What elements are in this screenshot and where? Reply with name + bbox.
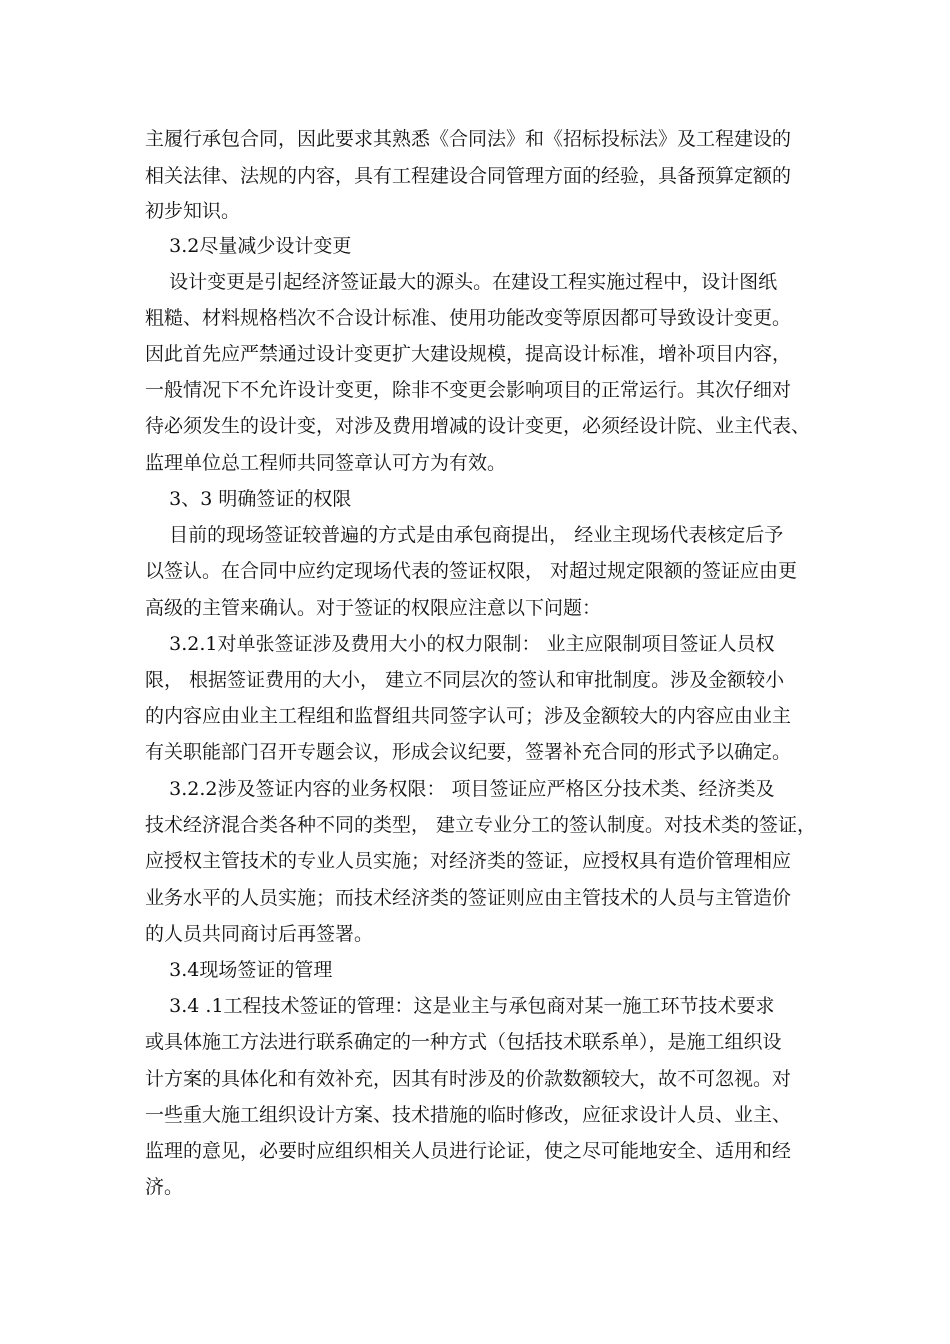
text-line: 相关法律、法规的内容，具有工程建设合同管理方面的经验，具备预算定额的 [145, 165, 792, 187]
text-line: 待必须发生的设计变，对涉及费用增减的设计变更，必须经设计院、业主代表、 [145, 415, 811, 437]
text-line: 业务水平的人员实施；而技术经济类的签证则应由主管技术的人员与主管造价 [145, 887, 792, 909]
text-line: 监理单位总工程师共同签章认可方为有效。 [145, 452, 507, 474]
text-line: 3.2.2涉及签证内容的业务权限： 项目签证应严格区分技术类、经济类及 [145, 778, 775, 800]
text-line: 粗糙、材料规格档次不合设计标准、使用功能改变等原因都可导致设计变更。 [145, 307, 792, 329]
text-line: 监理的意见，必要时应组织相关人员进行论证，使之尽可能地安全、适用和经 [145, 1140, 792, 1162]
section-heading: 3.2尽量减少设计变更 [145, 235, 352, 257]
text-line: 主履行承包合同，因此要求其熟悉《合同法》和《招标投标法》及工程建设的 [145, 128, 792, 150]
text-line: 3.4 .1工程技术签证的管理：这是业主与承包商对某一施工环节技术要求 [145, 995, 775, 1017]
section-heading: 3.4现场签证的管理 [145, 959, 333, 981]
text-line: 设计变更是引起经济签证最大的源头。在建设工程实施过程中，设计图纸 [145, 271, 778, 293]
text-line: 一般情况下不允许设计变更，除非不变更会影响项目的正常运行。其次仔细对 [145, 379, 792, 401]
text-line: 应授权主管技术的专业人员实施；对经济类的签证，应授权具有造价管理相应 [145, 850, 792, 872]
text-line: 有关职能部门召开专题会议，形成会议纪要，签署补充合同的形式予以确定。 [145, 741, 792, 763]
text-line: 的内容应由业主工程组和监督组共同签字认可；涉及金额较大的内容应由业主 [145, 705, 792, 727]
section-heading: 3、3 明确签证的权限 [145, 488, 352, 510]
text-line: 高级的主管来确认。对于签证的权限应注意以下问题： [145, 597, 602, 619]
text-line: 以签认。在合同中应约定现场代表的签证权限， 对超过规定限额的签证应由更 [145, 560, 798, 582]
text-line: 因此首先应严禁通过设计变更扩大建设规模，提高设计标准，增补项目内容， [145, 343, 792, 365]
text-line: 初步知识。 [145, 200, 241, 222]
text-line: 目前的现场签证较普遍的方式是由承包商提出， 经业主现场代表核定后予 [145, 524, 784, 546]
text-line: 一些重大施工组织设计方案、技术措施的临时修改，应征求设计人员、业主、 [145, 1104, 792, 1126]
text-line: 3.2.1对单张签证涉及费用大小的权力限制： 业主应限制项目签证人员权 [145, 633, 775, 655]
text-line: 的人员共同商讨后再签署。 [145, 923, 374, 945]
text-line: 计方案的具体化和有效补充，因其有时涉及的价款数额较大，故不可忽视。对 [145, 1068, 792, 1090]
text-line: 技术经济混合类各种不同的类型， 建立专业分工的签认制度。对技术类的签证， [145, 814, 817, 836]
text-line: 限， 根据签证费用的大小， 建立不同层次的签认和审批制度。涉及金额较小 [145, 669, 785, 691]
text-line: 济。 [145, 1176, 184, 1198]
text-line: 或具体施工方法进行联系确定的一种方式（包括技术联系单），是施工组织设 [145, 1031, 782, 1053]
